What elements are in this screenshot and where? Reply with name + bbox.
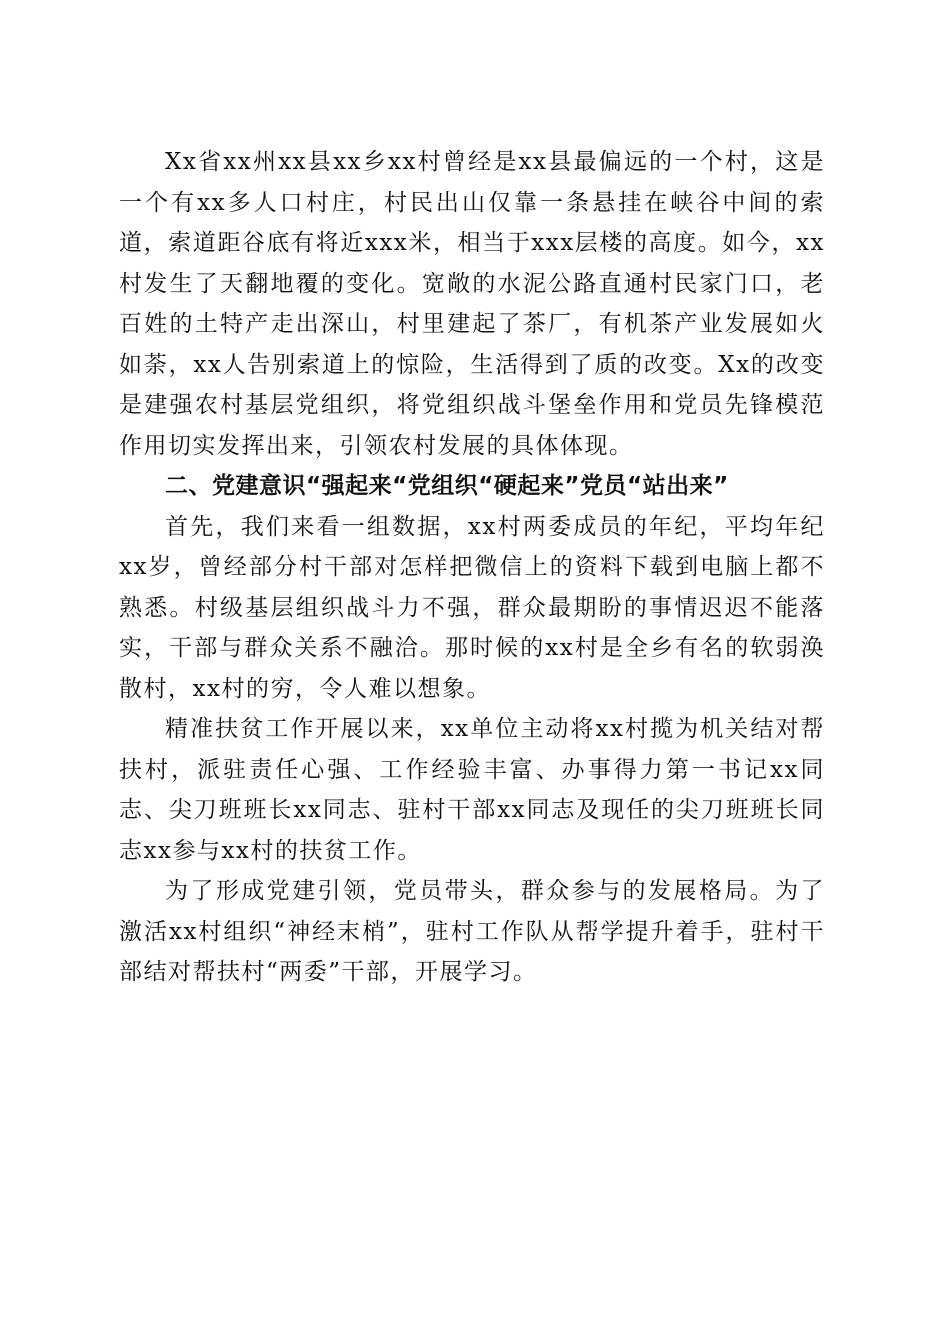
paragraph-committee-data: 首先，我们来看一组数据，xx村两委成员的年纪，平均年纪xx岁，曾经部分村干部对怎样把微信上的资料下载到电脑上都不熟悉。村级基层组织战斗力不强，群众最期盼的事情迟迟不能落实，干部与群众关系不融洽。那时候的xx村是全乡有名的软弱涣散村，xx村的穷，令人难以想象。 [119, 513, 825, 702]
paragraph-poverty-alleviation: 精准扶贫工作开展以来，xx单位主动将xx村揽为机关结对帮扶村，派驻责任心强、工作经验丰富、办事得力第一书记xx同志、尖刀班班长xx同志、驻村干部xx同志及现任的尖刀班班长同志xx参与xx村的扶贫工作。 [119, 716, 825, 864]
paragraph-party-leadership: 为了形成党建引领，党员带头，群众参与的发展格局。为了激活xx村组织“神经末梢”，驻村工作队从帮学提升着手，驻村干部结对帮扶村“两委”干部，开展学习。 [119, 878, 825, 985]
document-body [119, 142, 825, 993]
paragraph-village-change: Xx省xx州xx县xx乡xx村曾经是xx县最偏远的一个村，这是一个有xx多人口村庄，村民出山仅靠一条悬挂在峡谷中间的索道，索道距谷底有将近xxx米，相当于xxx层楼的高度。如今，xx村发生了天翻地覆的变化。宽敞的水泥公路直通村民家门口，老百姓的土特产走出深山，村里建起了茶厂，有机茶产业发展如火如荼，xx人告别索道上的惊险，生活得到了质的改变。Xx的改变是建强农村基层党组织，将党组织战斗堡垒作用和党员先锋模范作用切实发挥出来，引领农村发展的具体体现。 [119, 149, 825, 459]
section-heading-2: 二、党建意识“强起来“党组织“硬起来”党员“站出来” [165, 473, 729, 499]
